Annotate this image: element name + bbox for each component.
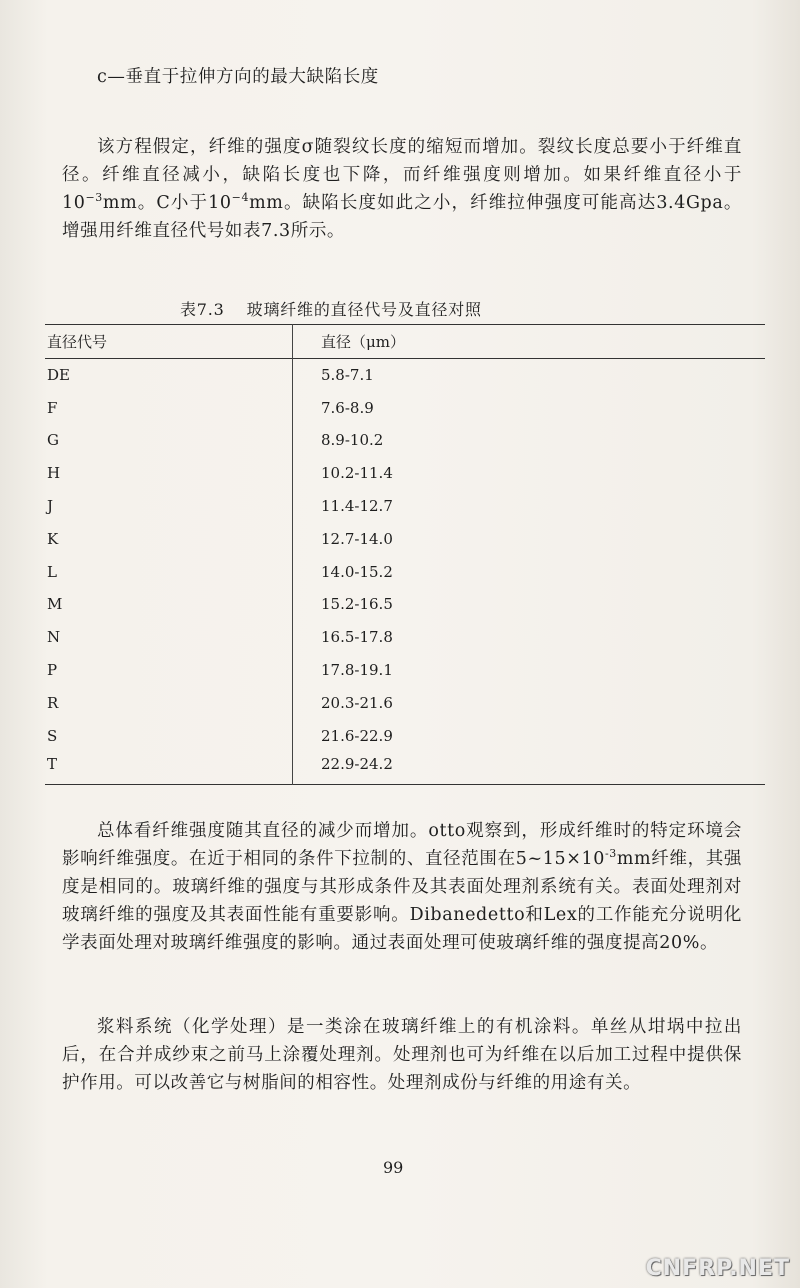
diameter-cell: 15.2-16.5 [293, 588, 766, 621]
page-number: 99 [383, 1158, 404, 1177]
table-row [45, 719, 765, 752]
table-row [45, 555, 765, 588]
diameter-cell: 7.6-8.9 [293, 391, 766, 424]
diameter-cell: 10.2-11.4 [293, 457, 766, 490]
code-cell: DE [47, 366, 70, 385]
diameter-cell: 5.8-7.1 [293, 359, 766, 392]
diameter-cell: 21.6-22.9 [293, 719, 766, 752]
diameter-cell: 11.4-12.7 [293, 490, 766, 523]
code-cell: F [47, 398, 58, 417]
site-watermark: CNFRP.NET [645, 1256, 790, 1281]
table-header-row [45, 325, 765, 359]
header-diameter: 直径（μm） [293, 325, 766, 359]
code-cell: R [47, 693, 59, 712]
diameter-cell: 17.8-19.1 [293, 654, 766, 687]
code-cell: G [47, 431, 59, 450]
table-row [45, 588, 765, 621]
code-cell: J [47, 497, 54, 516]
table-row [45, 424, 765, 457]
code-cell: N [47, 628, 61, 647]
diameter-cell: 8.9-10.2 [293, 424, 766, 457]
table-row [45, 490, 765, 523]
diameter-cell: 16.5-17.8 [293, 621, 766, 654]
code-cell: T [47, 755, 58, 774]
code-cell: L [47, 562, 57, 581]
table-row [45, 686, 765, 719]
code-cell: K [47, 529, 59, 548]
table-row [45, 522, 765, 555]
header-code: 直径代号 [47, 333, 108, 351]
code-cell: S [47, 726, 58, 745]
code-cell: M [47, 595, 63, 614]
paragraph-2: 总体看纤维强度随其直径的减少而增加。otto观察到，形成纤维时的特定环境会影响纤维强度。在近于相同的条件下拉制的、直径范围在$5\sim 15\times 10^{-3}mm$纤维，其强度是相同的。玻璃纤维的强度与其形成条件及其表面处理剂系统有关。表面处理剂对玻璃纤维的强度及其表面性能有重要影响。Dibanedetto和Lex的工作能充分说明化学表面处理对玻璃纤维强度的影响。通过表面处理可使玻璃纤维的强度提高20%。 [62, 821, 742, 953]
code-cell: H [47, 464, 61, 483]
table-caption: 表7.3 玻璃纤维的直径代号及直径对照 [180, 300, 482, 319]
table-row [45, 654, 765, 687]
diameter-code-table [45, 324, 765, 785]
diameter-cell: 12.7-14.0 [293, 522, 766, 555]
table-row [45, 359, 765, 392]
definition-line: c—垂直于拉伸方向的最大缺陷长度 [97, 67, 379, 87]
diameter-cell: 20.3-21.6 [293, 686, 766, 719]
table-row [45, 752, 765, 785]
table-row [45, 621, 765, 654]
table-row [45, 391, 765, 424]
paragraph-1: 该方程假定，纤维的强度σ随裂纹长度的缩短而增加。裂纹长度总要小于纤维直径。纤维直径减小，缺陷长度也下降，而纤维强度则增加。如果纤维直径小于$10^{-3}mm$。C小于$10^{-4}mm$。缺陷长度如此之小，纤维拉伸强度可能高达3.4Gpa。增强用纤维直径代号如表7.3所示。 [62, 137, 742, 241]
diameter-cell: 22.9-24.2 [293, 752, 766, 785]
paragraph-3: 浆料系统（化学处理）是一类涂在玻璃纤维上的有机涂料。单丝从坩埚中拉出后，在合并成纱束之前马上涂覆处理剂。处理剂也可为纤维在以后加工过程中提供保护作用。可以改善它与树脂间的相容性。处理剂成份与纤维的用途有关。 [62, 1017, 742, 1093]
diameter-cell: 14.0-15.2 [293, 555, 766, 588]
code-cell: P [47, 661, 58, 680]
table-row [45, 457, 765, 490]
